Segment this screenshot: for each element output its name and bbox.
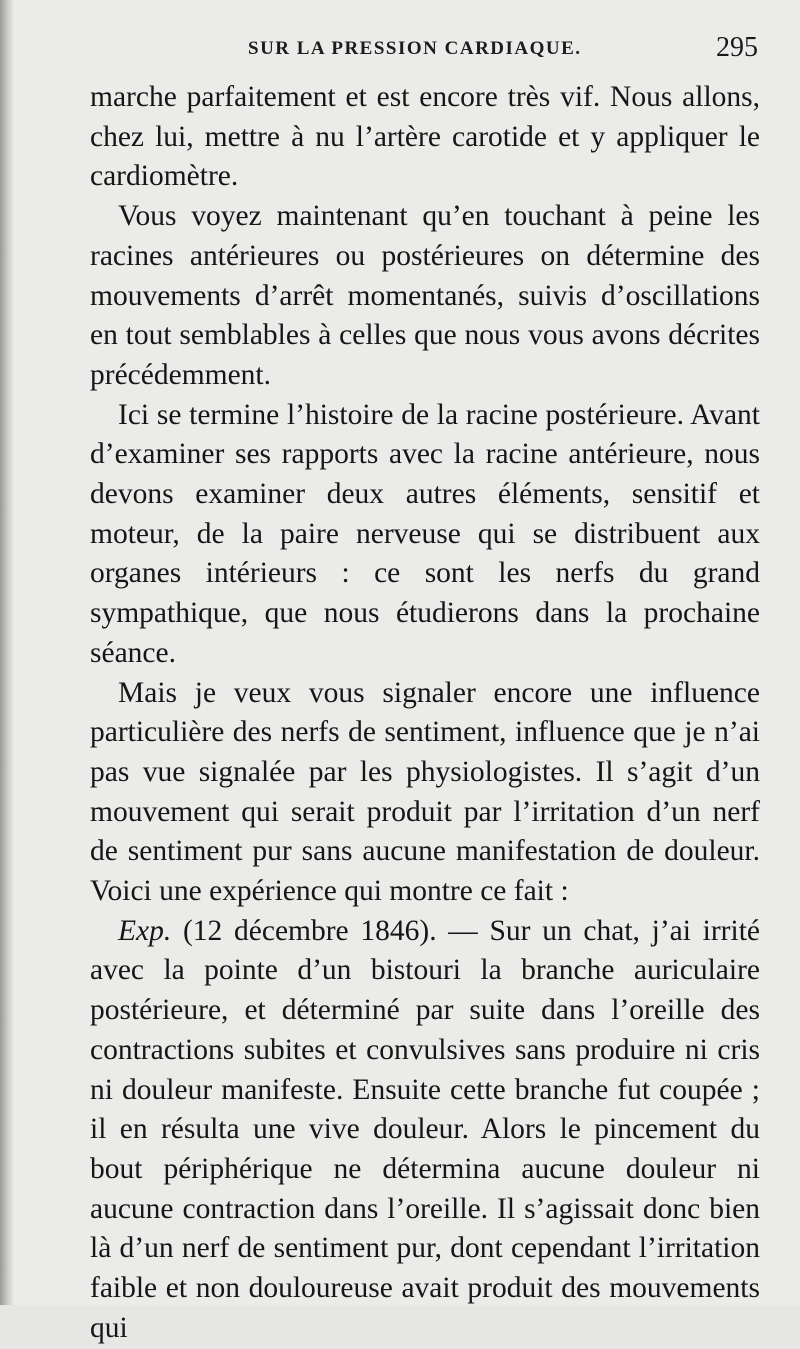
experiment-label: Exp. — [118, 914, 172, 947]
paragraph: Ici se termine l’histoire de la racine postérieure. Avant d’examiner ses rapports avec la racine antérieure, nous devons examiner deux autres éléments, sensitif et moteur, de la paire nerveuse qui se distribuent aux organes intérieurs : ce sont les nerfs du grand sympathique, que nous étudierons dans la prochaine séance. — [90, 398, 760, 669]
experiment-paragraph — [90, 912, 760, 1349]
experiment-text: (12 décembre 1846). — Sur un chat, j’ai irrité avec la pointe d’un bistouri la branche auriculaire postérieure, et déterminé par suite dans l’oreille des contractions subites et convulsives sans produire ni cris ni douleur manifeste. Ensuite cette branche fut coupée ; il en résulta une vive douleur. Alors le pincement du bout périphérique ne détermina aucune douleur ni aucune contraction dans l’oreille. Il s’agissait donc bien là d’un nerf de sentiment pur, dont cependant l’irritation faible et non douloureuse avait produit des mouvements qui — [90, 914, 760, 1344]
running-head — [90, 32, 760, 68]
paragraph: Mais je veux vous signaler encore une influence particulière des nerfs de sentiment, influence que je n’ai pas vue signalée par les physiologistes. Il s’agit d’un mouvement qui serait produit par l’irritation d’un nerf de sentiment pur sans aucune manifestation de douleur. Voici une expérience qui montre ce fait : — [90, 676, 760, 908]
body-text — [90, 78, 760, 1349]
paragraph-continuation: marche parfaitement et est encore très vif. Nous allons, chez lui, mettre à nu l’artère carotide et y appliquer le cardiomètre. — [90, 81, 760, 193]
page-number: 295 — [716, 32, 758, 63]
gutter-shadow — [0, 0, 14, 1305]
running-title: SUR LA PRESSION CARDIAQUE. — [248, 38, 582, 59]
paragraph: Vous voyez maintenant qu’en touchant à peine les racines antérieures ou postérieures on détermine des mouvements d’arrêt momentanés, suivis d’oscillations en tout semblables à celles que nous vous avons décrites précédemment. — [90, 200, 760, 391]
